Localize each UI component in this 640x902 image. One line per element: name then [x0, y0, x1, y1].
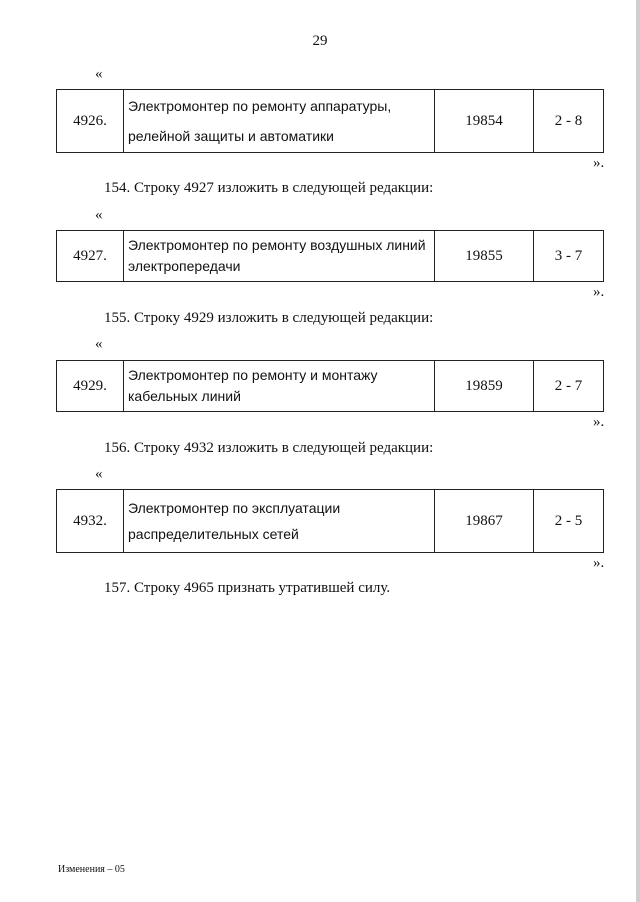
opening-quote: « [95, 66, 103, 82]
row-title-line: релейной защиты и автоматики [128, 128, 334, 144]
row-title-line: распределительных сетей [128, 526, 299, 542]
row-grades: 2 - 8 [534, 90, 604, 153]
opening-quote: « [95, 466, 103, 482]
row-title-line: электропередачи [128, 258, 241, 274]
opening-quote: « [95, 207, 103, 223]
closing-quote: ». [593, 555, 605, 571]
paragraph-155: 155. Строку 4929 изложить в следующей редакции: [104, 310, 434, 326]
row-grades: 2 - 5 [534, 490, 604, 553]
row-title-line: Электромонтер по ремонту и монтажу [128, 367, 378, 383]
row-number: 19854 [435, 90, 534, 153]
row-number: 19859 [435, 361, 534, 412]
row-title [124, 490, 435, 553]
row-code: 4927. [57, 231, 124, 282]
paragraph-154: 154. Строку 4927 изложить в следующей редакции: [104, 180, 434, 196]
table-row-4927 [56, 230, 604, 282]
footer-note: Изменения – 05 [58, 864, 125, 875]
page-edge [636, 0, 640, 902]
paragraph-156: 156. Строку 4932 изложить в следующей редакции: [104, 440, 434, 456]
table-row-4932 [56, 489, 604, 553]
table-row-4929 [56, 360, 604, 412]
row-title [124, 231, 435, 282]
row-title-line: кабельных линий [128, 388, 241, 404]
row-grades: 2 - 7 [534, 361, 604, 412]
row-title [124, 361, 435, 412]
closing-quote: ». [593, 414, 605, 430]
paragraph-157: 157. Строку 4965 признать утратившей силу. [104, 580, 391, 596]
row-title-line: Электромонтер по ремонту аппаратуры, [128, 98, 392, 114]
page-number: 29 [312, 33, 328, 49]
row-number: 19855 [435, 231, 534, 282]
closing-quote: ». [593, 284, 605, 300]
closing-quote: ». [593, 155, 605, 171]
row-code: 4926. [57, 90, 124, 153]
row-grades: 3 - 7 [534, 231, 604, 282]
row-code: 4932. [57, 490, 124, 553]
table-row-4926 [56, 89, 604, 153]
row-title-line: Электромонтер по ремонту воздушных линий [128, 237, 426, 253]
row-number: 19867 [435, 490, 534, 553]
row-title-line: Электромонтер по эксплуатации [128, 500, 341, 516]
row-title [124, 90, 435, 153]
row-code: 4929. [57, 361, 124, 412]
opening-quote: « [95, 336, 103, 352]
